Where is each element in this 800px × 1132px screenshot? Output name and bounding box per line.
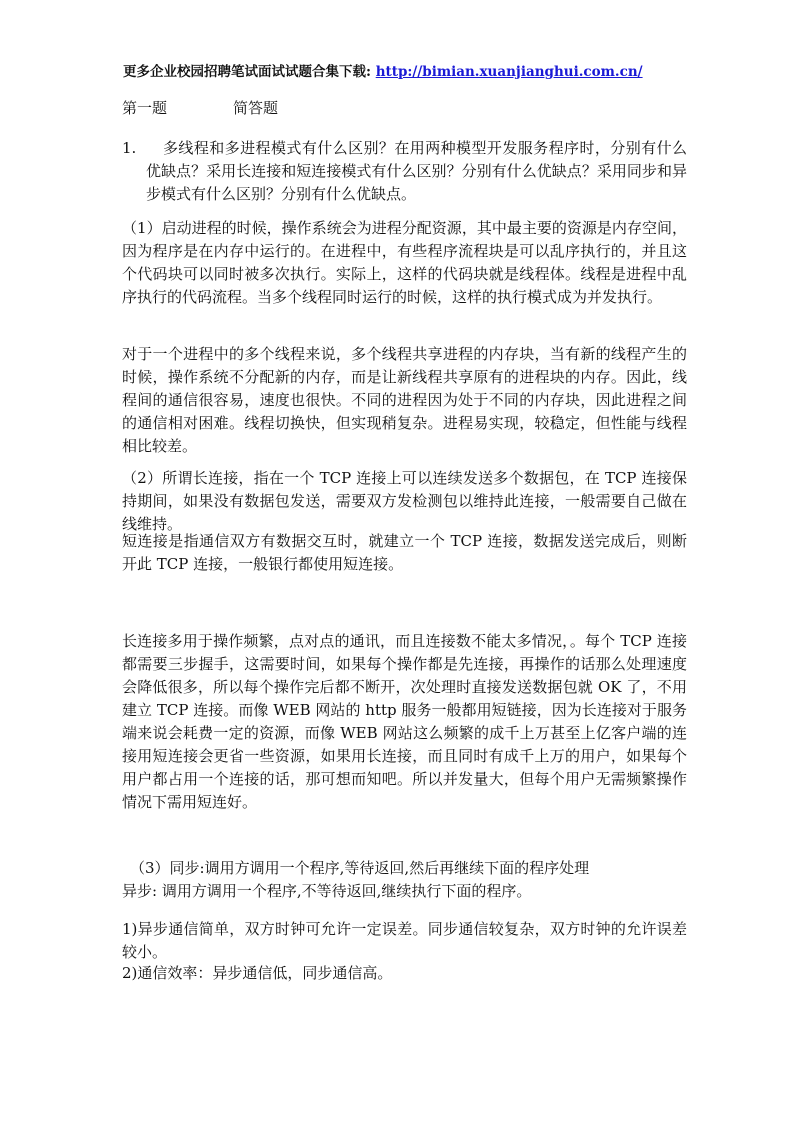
answer-paragraph-process: （1）启动进程的时候，操作系统会为进程分配资源，其中最主要的资源是内存空间，因为程序是在内存中运行的。在进程中，有些程序流程块是可以乱序执行的，并且这个代码块可以同时被多次执行。实际上，这样的代码块就是线程体。线程是进程中乱序执行的代码流程。当多个线程同时运行的时候，这样的执行模式成为并发执行。	[122, 219, 687, 306]
header-text: 更多企业校园招聘笔试面试试题合集下载:	[123, 64, 376, 80]
answer-paragraph-async: 异步: 调用方调用一个程序,不等待返回,继续执行下面的程序。	[122, 882, 532, 900]
answer-paragraph-point-2: 2)通信效率：异步通信低，同步通信高。	[122, 964, 393, 982]
answer-paragraph-sync: （3）同步:调用方调用一个程序,等待返回,然后再继续下面的程序处理	[130, 859, 590, 877]
section-number: 第一题	[122, 99, 168, 117]
header-banner	[123, 60, 683, 80]
question-text: 多线程和多进程模式有什么区别？在用两种模型开发服务程序时，分别有什么优缺点？采用长连接和短连接模式有什么区别？分别有什么优缺点？采用同步和异步模式有什么区别？分别有什么优缺点。	[146, 139, 687, 203]
answer-paragraph-long-connection: （2）所谓长连接，指在一个 TCP 连接上可以连续发送多个数据包，在 TCP 连接保持期间，如果没有数据包发送，需要双方发检测包以维持此连接，一般需要自己做在线维持。	[122, 469, 687, 533]
header-link[interactable]: http://bimian.xuanjianghui.com.cn/	[375, 64, 643, 80]
section-heading	[122, 97, 278, 118]
answer-paragraph-connection-usage: 长连接多用于操作频繁，点对点的通讯，而且连接数不能太多情况，。每个 TCP 连接都需要三步握手，这需要时间，如果每个操作都是先连接，再操作的话那么处理速度会降低很多，所以每个操作完后都不断开，次处理时直接发送数据包就 OK 了，不用建立 TCP 连接。而像 WEB 网站的 http 服务一般都用短链接，因为长连接对于服务端来说会耗费一定的资源，而像 WEB 网站这么频繁的成千上万甚至上亿客户端的连接用短连接会更省一些资源，如果用长连接，而且同时有成千上万的用户，如果每个用户都占用一个连接的话，那可想而知吧。所以并发量大，但每个用户无需频繁操作情况下需用短连好。	[122, 632, 687, 811]
question-item	[122, 137, 687, 206]
question-number: 1.	[122, 139, 137, 157]
answer-paragraph-short-connection: 短连接是指通信双方有数据交互时，就建立一个 TCP 连接，数据发送完成后，则断开此 TCP 连接，一般银行都使用短连接。	[122, 532, 687, 573]
answer-paragraph-point-1: 1)异步通信简单，双方时钟可允许一定误差。同步通信较复杂，双方时钟的允许误差较小。	[122, 920, 687, 961]
answer-paragraph-thread: 对于一个进程中的多个线程来说，多个线程共享进程的内存块，当有新的线程产生的时候，操作系统不分配新的内存，而是让新线程共享原有的进程块的内存。因此，线程间的通信很容易，速度也很快。不同的进程因为处于不同的内存块，因此进程之间的通信相对困难。线程切换快，但实现稍复杂。进程易实现，较稳定，但性能与线程相比较差。	[122, 345, 687, 455]
section-title: 简答题	[233, 99, 279, 117]
